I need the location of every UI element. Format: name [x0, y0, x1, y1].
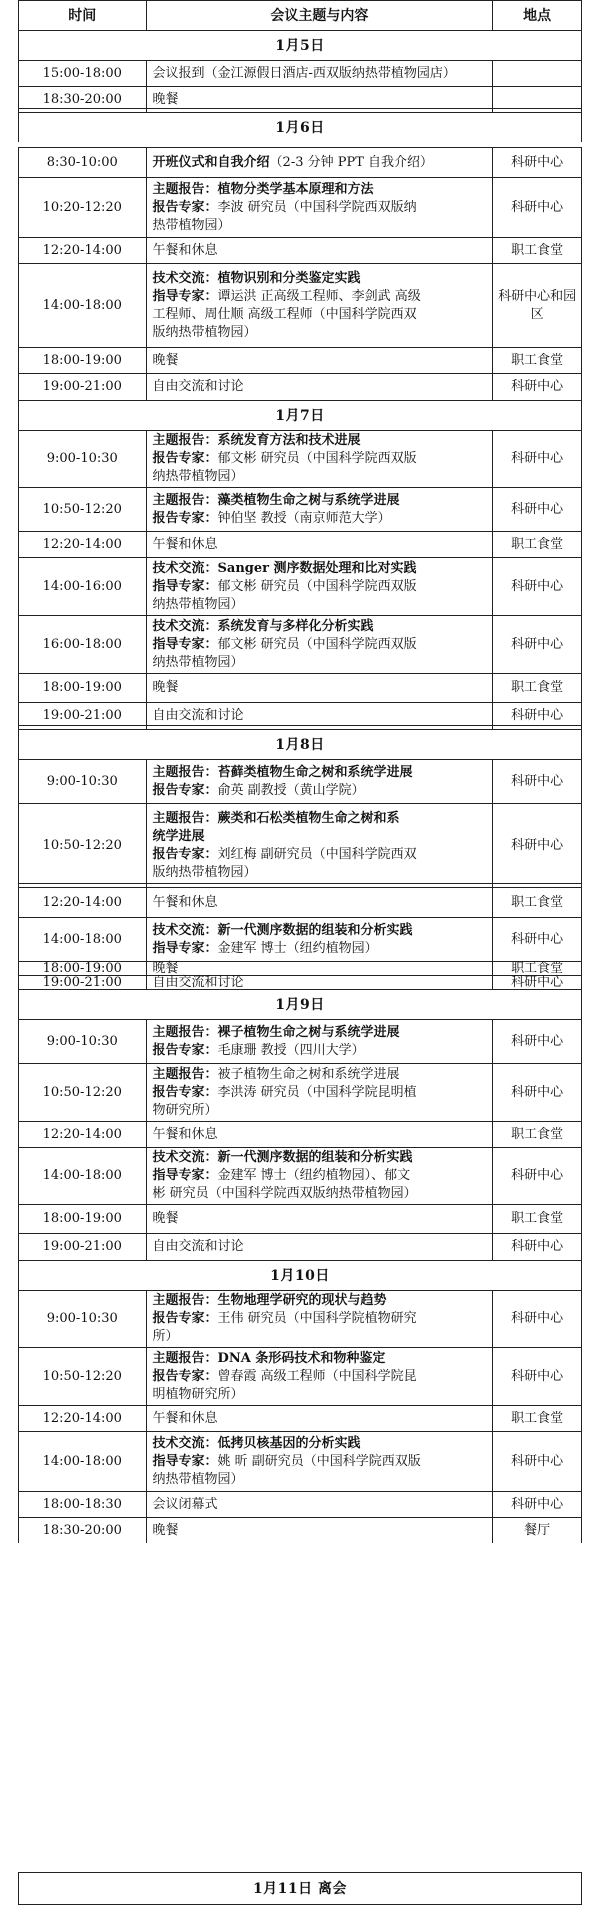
- content-line: [153, 1368, 487, 1386]
- session-row: [18, 147, 582, 177]
- content-line: [153, 510, 487, 528]
- content-text: 晚餐: [152, 680, 179, 695]
- day-row: [18, 1260, 582, 1290]
- content-text: 晚餐: [152, 352, 179, 368]
- content-text: 蕨类和石松类植物生命之树和系: [217, 810, 400, 826]
- content-line: [153, 578, 487, 596]
- content-text: 新一代测序数据的组装和分析实践: [217, 1150, 413, 1165]
- session-time: 9:00-10:30: [19, 760, 147, 803]
- session-location: 科研中心: [511, 1084, 564, 1100]
- session-location: 餐厅: [524, 1522, 551, 1538]
- session-location: 科研中心: [511, 1239, 564, 1254]
- content-text: 统学进展: [152, 828, 205, 844]
- session-time: 12:20-14:00: [19, 532, 147, 557]
- content-line: [153, 91, 487, 109]
- day-row: [18, 400, 582, 430]
- day-row: [18, 30, 582, 60]
- content-line: [153, 1292, 487, 1310]
- content-line: [153, 492, 487, 510]
- session-content: [147, 178, 494, 237]
- content-line: [153, 828, 487, 846]
- content-label: 指导专家：: [152, 288, 218, 304]
- session-time: 14:00-18:00: [19, 1148, 147, 1204]
- content-label: 指导专家：: [152, 578, 218, 594]
- session-time: 19:00-21:00: [19, 703, 147, 729]
- session-location: 科研中心: [511, 636, 564, 652]
- content-text: 植物识别和分类鉴定实践: [217, 270, 361, 286]
- session-content: [147, 674, 494, 702]
- session-time: 9:00-10:30: [19, 431, 147, 487]
- content-text: 刘红梅 副研究员（中国科学院西双: [217, 846, 417, 862]
- session-location: 科研中心: [511, 708, 564, 723]
- session-content: [147, 918, 494, 961]
- session-time: 12:20-14:00: [19, 1406, 147, 1431]
- content-text: 曾春霞 高级工程师（中国科学院昆: [217, 1368, 417, 1384]
- content-label: 技术交流：: [152, 618, 218, 634]
- content-label: 主题报告：: [152, 1024, 218, 1040]
- session-row: [18, 557, 582, 615]
- session-content: [147, 616, 494, 673]
- session-row: [18, 373, 582, 400]
- content-text: 版纳热带植物园）: [152, 864, 257, 880]
- session-location: 科研中心: [511, 1311, 564, 1326]
- session-row: [18, 60, 582, 86]
- session-row: [18, 1431, 582, 1491]
- session-location: 科研中心: [511, 931, 564, 947]
- content-label: 报告专家：: [152, 1311, 218, 1326]
- session-time: 18:00-19:00: [19, 1205, 147, 1233]
- header-time: 时间: [19, 1, 147, 30]
- session-row: [18, 531, 582, 557]
- content-line: [153, 782, 487, 800]
- content-text: 午餐和休息: [152, 536, 218, 552]
- session-row: [18, 347, 582, 373]
- session-time: 10:20-12:20: [19, 178, 147, 237]
- session-row: [18, 1147, 582, 1204]
- session-time: 18:00-19:00: [19, 962, 147, 975]
- content-label: 主题报告：: [152, 1350, 218, 1366]
- session-content: [147, 238, 494, 263]
- content-text: 明植物研究所）: [152, 1386, 244, 1402]
- session-content: [147, 431, 494, 487]
- session-time: 16:00-18:00: [19, 616, 147, 673]
- session-row: [18, 1233, 582, 1260]
- content-text: （2-3 分钟 PPT 自我介绍）: [269, 154, 434, 170]
- session-location: 职工食堂: [511, 1410, 564, 1426]
- content-text: 纳热带植物园）: [152, 596, 244, 612]
- content-line: [153, 468, 487, 486]
- content-text: 李洪涛 研究员（中国科学院昆明植: [217, 1084, 417, 1100]
- content-label: 主题报告：: [152, 433, 218, 448]
- day-title: 1月10日: [270, 1267, 330, 1284]
- session-location: 职工食堂: [511, 1126, 564, 1142]
- content-line: [153, 352, 487, 370]
- content-line: [153, 1126, 487, 1144]
- session-row: [18, 487, 582, 531]
- session-content: [147, 558, 494, 615]
- session-time: 10:50-12:20: [19, 1064, 147, 1121]
- session-row: [18, 759, 582, 803]
- session-content: [147, 1406, 494, 1431]
- content-text: 版纳热带植物园）: [152, 324, 257, 340]
- content-text: 郁文彬 研究员（中国科学院西双版: [217, 636, 417, 652]
- content-line: [153, 1310, 487, 1328]
- session-location: 科研中心: [511, 1453, 564, 1469]
- content-line: [153, 922, 487, 940]
- content-label: 技术交流：: [152, 1150, 218, 1165]
- session-content: [147, 1064, 494, 1121]
- session-location: 科研中心: [511, 578, 564, 594]
- content-label: 指导专家：: [152, 1453, 218, 1469]
- day-row: [18, 989, 582, 1019]
- session-row: [18, 177, 582, 237]
- session-time: 18:00-19:00: [19, 348, 147, 373]
- content-label: 报告专家：: [152, 1042, 218, 1058]
- session-content: [147, 348, 494, 373]
- content-label: 报告专家：: [152, 846, 218, 862]
- session-time: 14:00-18:00: [19, 264, 147, 347]
- session-location: 职工食堂: [511, 960, 564, 976]
- session-row: [18, 1019, 582, 1063]
- content-line: [153, 636, 487, 654]
- content-line: [153, 1350, 487, 1368]
- content-text: 晚餐: [152, 91, 179, 107]
- content-text: 被子植物生命之树和系统学进展: [217, 1066, 400, 1082]
- session-content: [147, 1518, 494, 1543]
- content-label: 技术交流：: [152, 270, 218, 286]
- session-time: 14:00-18:00: [19, 918, 147, 961]
- content-line: [153, 1210, 487, 1228]
- session-row: [18, 673, 582, 702]
- day-row: [18, 1872, 582, 1905]
- session-time: 9:00-10:30: [19, 1020, 147, 1063]
- session-content: [147, 1492, 494, 1517]
- session-content: [147, 264, 494, 347]
- content-text: 金建军 博士（纽约植物园）、郁文: [217, 1168, 411, 1183]
- content-label: 技术交流：: [152, 560, 218, 576]
- session-location: 科研中心: [511, 154, 564, 170]
- session-time: 18:30-20:00: [19, 87, 147, 112]
- content-line: [153, 764, 487, 782]
- session-row: [18, 887, 582, 917]
- content-text: 午餐和休息: [152, 894, 218, 910]
- content-text: 纳热带植物园）: [152, 1471, 244, 1487]
- content-line: [153, 846, 487, 864]
- content-text: 钟伯坚 教授（南京师范大学）: [217, 510, 391, 526]
- content-text: 自由交流和讨论: [152, 379, 244, 394]
- content-text: 午餐和休息: [152, 1410, 218, 1426]
- session-location: [493, 61, 581, 86]
- session-location: 科研中心: [511, 199, 564, 215]
- session-row: [18, 1347, 582, 1405]
- content-line: [153, 536, 487, 554]
- day-title: 1月6日: [275, 119, 325, 136]
- content-line: [153, 1185, 487, 1203]
- session-location: 科研中心和园区: [498, 288, 577, 322]
- content-text: 纳热带植物园）: [152, 654, 244, 670]
- content-text: 苔藓类植物生命之树和系统学进展: [217, 764, 413, 780]
- content-line: [153, 894, 487, 912]
- content-line: [153, 1386, 487, 1404]
- content-text: 谭运洪 正高级工程师、李剑武 高级: [217, 288, 421, 304]
- content-text: 晚餐: [152, 1211, 179, 1226]
- session-row: [18, 1121, 582, 1147]
- session-location: 科研中心: [511, 1033, 564, 1049]
- session-content: [147, 1122, 494, 1147]
- content-text: 王伟 研究员（中国科学院植物研究: [217, 1311, 417, 1326]
- content-text: 纳热带植物园）: [152, 469, 244, 484]
- day-title: 1月11日 离会: [252, 1880, 348, 1897]
- session-location: 职工食堂: [511, 680, 564, 695]
- content-text: DNA 条形码技术和物种鉴定: [217, 1350, 386, 1366]
- content-text: 工程师、周仕顺 高级工程师（中国科学院西双: [152, 306, 417, 322]
- content-line: [153, 1328, 487, 1346]
- session-content: [147, 1148, 494, 1204]
- session-row: [18, 237, 582, 263]
- content-label: 报告专家：: [152, 1368, 218, 1384]
- content-line: [153, 199, 487, 217]
- session-content: [147, 1432, 494, 1491]
- session-content: [147, 760, 494, 803]
- session-time: 19:00-21:00: [19, 1234, 147, 1260]
- content-text: 晚餐: [152, 960, 179, 976]
- session-time: 14:00-18:00: [19, 1432, 147, 1491]
- session-row: [18, 975, 582, 989]
- content-text: 姚 昕 副研究员（中国科学院西双版: [217, 1453, 421, 1469]
- content-text: 郁文彬 研究员（中国科学院西双版: [217, 578, 417, 594]
- content-line: [153, 378, 487, 396]
- session-time: 19:00-21:00: [19, 976, 147, 989]
- content-text: 彬 研究员（中国科学院西双版纳热带植物园）: [152, 1186, 417, 1201]
- header-content: 会议主题与内容: [147, 1, 494, 30]
- day-row: [18, 729, 582, 759]
- session-time: 8:30-10:00: [19, 148, 147, 177]
- content-text: 系统发育与多样化分析实践: [217, 618, 374, 634]
- session-location: 科研中心: [511, 1168, 564, 1183]
- session-location: 职工食堂: [511, 1211, 564, 1226]
- content-text: 午餐和休息: [152, 242, 218, 258]
- content-line: [153, 1496, 487, 1514]
- session-time: 10:50-12:20: [19, 1348, 147, 1405]
- content-label: 指导专家：: [152, 1168, 218, 1183]
- content-line: [153, 270, 487, 288]
- session-location: 科研中心: [511, 837, 564, 853]
- content-text: 自由交流和讨论: [152, 974, 244, 990]
- session-content: [147, 1291, 494, 1347]
- content-text: 毛康珊 教授（四川大学）: [217, 1042, 365, 1058]
- header-location: 地点: [523, 7, 552, 24]
- session-row: [18, 1290, 582, 1347]
- content-label: 主题报告：: [152, 181, 218, 197]
- session-row: [18, 803, 582, 887]
- session-time: 19:00-21:00: [19, 374, 147, 400]
- content-text: 李波 研究员（中国科学院西双版纳: [217, 199, 417, 215]
- session-location: 科研中心: [511, 379, 564, 394]
- content-label: 报告专家：: [152, 451, 218, 466]
- session-location: 科研中心: [511, 501, 564, 517]
- session-time: 12:20-14:00: [19, 888, 147, 917]
- content-line: [153, 618, 487, 636]
- content-text: 俞英 副教授（黄山学院）: [217, 782, 365, 798]
- content-line: [153, 306, 487, 324]
- content-text: 藻类植物生命之树与系统学进展: [217, 492, 400, 508]
- content-label: 技术交流：: [152, 922, 218, 938]
- content-text: 物研究所）: [152, 1102, 218, 1118]
- content-label: 报告专家：: [152, 1084, 218, 1100]
- content-line: [153, 432, 487, 450]
- content-line: [153, 1522, 487, 1540]
- session-time: 9:00-10:30: [19, 1291, 147, 1347]
- content-text: 系统发育方法和技术进展: [217, 433, 361, 448]
- content-line: [153, 288, 487, 306]
- session-content: [147, 488, 494, 531]
- session-location: 科研中心: [511, 1496, 564, 1512]
- session-content: [147, 804, 494, 887]
- session-row: [18, 1491, 582, 1517]
- content-text: 热带植物园）: [152, 217, 231, 233]
- session-location: 科研中心: [511, 451, 564, 466]
- content-text: 生物地理学研究的现状与趋势: [217, 1293, 387, 1308]
- session-content: [147, 1020, 494, 1063]
- session-row: [18, 263, 582, 347]
- content-text: 所）: [152, 1329, 179, 1344]
- content-line: [153, 810, 487, 828]
- session-row: [18, 430, 582, 487]
- session-time: 12:20-14:00: [19, 1122, 147, 1147]
- content-line: [153, 940, 487, 958]
- content-label: 报告专家：: [152, 199, 218, 215]
- content-line: [153, 679, 487, 697]
- content-label: 主题报告：: [152, 810, 218, 826]
- content-line: [153, 596, 487, 614]
- content-text: 会议报到（金江源假日酒店-西双版纳热带植物园店）: [152, 65, 456, 81]
- content-line: [153, 1471, 487, 1489]
- day-title: 1月8日: [275, 736, 325, 753]
- content-line: [153, 1435, 487, 1453]
- day-row: [18, 112, 582, 142]
- content-line: [153, 1149, 487, 1167]
- content-line: [153, 1167, 487, 1185]
- content-line: [153, 864, 487, 882]
- content-line: [153, 154, 487, 172]
- session-location: 科研中心: [511, 1368, 564, 1384]
- session-content: [147, 1205, 494, 1233]
- session-location: 科研中心: [511, 974, 564, 990]
- session-content: [147, 148, 494, 177]
- session-row: [18, 615, 582, 673]
- session-row: [18, 917, 582, 961]
- session-time: 15:00-18:00: [19, 61, 147, 86]
- session-row: [18, 1517, 582, 1543]
- session-time: 18:00-18:30: [19, 1492, 147, 1517]
- session-location: 职工食堂: [511, 352, 564, 368]
- content-label: 报告专家：: [152, 782, 218, 798]
- content-label: 技术交流：: [152, 1435, 218, 1451]
- session-time: 10:50-12:20: [19, 488, 147, 531]
- content-line: [153, 1042, 487, 1060]
- content-text: 金建军 博士（纽约植物园）: [217, 940, 378, 956]
- content-line: [153, 707, 487, 725]
- content-line: [153, 324, 487, 342]
- session-row: [18, 1063, 582, 1121]
- session-location: 职工食堂: [511, 894, 564, 910]
- session-content: [147, 976, 494, 989]
- content-line: [153, 1238, 487, 1256]
- content-text: 自由交流和讨论: [152, 708, 244, 723]
- content-text: Sanger 测序数据处理和比对实践: [217, 560, 417, 576]
- session-time: 10:50-12:20: [19, 804, 147, 887]
- content-label: 主题报告：: [152, 1293, 218, 1308]
- content-line: [153, 217, 487, 235]
- content-text: 低拷贝核基因的分析实践: [217, 1435, 361, 1451]
- session-content: [147, 888, 494, 917]
- session-time: 12:20-14:00: [19, 238, 147, 263]
- content-line: [153, 1453, 487, 1471]
- content-text: 午餐和休息: [152, 1126, 218, 1142]
- content-line: [153, 181, 487, 199]
- session-content: [147, 1348, 494, 1405]
- session-content: [147, 61, 494, 86]
- content-line: [153, 450, 487, 468]
- content-line: [153, 1024, 487, 1042]
- session-row: [18, 1405, 582, 1431]
- content-text: 自由交流和讨论: [152, 1239, 244, 1254]
- content-label: 指导专家：: [152, 940, 218, 956]
- content-line: [153, 65, 487, 83]
- day-title: 1月9日: [275, 996, 325, 1013]
- content-line: [153, 560, 487, 578]
- session-time: 18:00-19:00: [19, 674, 147, 702]
- content-text: 裸子植物生命之树与系统学进展: [217, 1024, 400, 1040]
- header-row: [18, 0, 582, 30]
- content-label: 指导专家：: [152, 636, 218, 652]
- content-line: [153, 1084, 487, 1102]
- content-line: [153, 1410, 487, 1428]
- session-content: [147, 374, 494, 400]
- session-time: 14:00-16:00: [19, 558, 147, 615]
- content-label: 主题报告：: [152, 1066, 218, 1082]
- content-text: 新一代测序数据的组装和分析实践: [217, 922, 413, 938]
- session-content: [147, 1234, 494, 1260]
- session-location: 科研中心: [511, 773, 564, 789]
- content-text: 晚餐: [152, 1522, 179, 1538]
- day-title: 1月7日: [275, 407, 325, 424]
- content-label: 主题报告：: [152, 764, 218, 780]
- content-line: [153, 1066, 487, 1084]
- content-line: [153, 1102, 487, 1120]
- content-line: [153, 242, 487, 260]
- session-location: 职工食堂: [511, 536, 564, 552]
- content-text: 郁文彬 研究员（中国科学院西双版: [217, 451, 417, 466]
- session-row: [18, 1204, 582, 1233]
- content-line: [153, 654, 487, 672]
- session-content: [147, 532, 494, 557]
- session-location: 职工食堂: [511, 242, 564, 258]
- content-label: 开班仪式和自我介绍: [152, 154, 270, 170]
- day-title: 1月5日: [275, 37, 325, 54]
- session-time: 18:30-20:00: [19, 1518, 147, 1543]
- content-text: 植物分类学基本原理和方法: [217, 181, 374, 197]
- content-label: 报告专家：: [152, 510, 218, 526]
- content-label: 主题报告：: [152, 492, 218, 508]
- content-text: 会议闭幕式: [152, 1496, 218, 1512]
